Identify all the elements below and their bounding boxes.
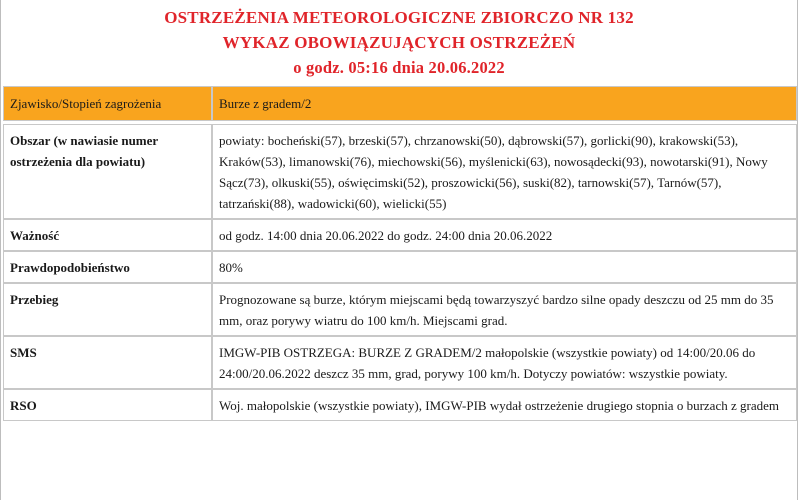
area-label: Obszar (w nawiasie numer ostrzeżenia dla powiatu): [3, 124, 212, 219]
validity-value: od godz. 14:00 dnia 20.06.2022 do godz. 24:00 dnia 20.06.2022: [212, 219, 797, 251]
table-row-course: [3, 283, 797, 336]
table-row-validity: [3, 219, 797, 251]
table-row-sms: [3, 336, 797, 389]
table-row-probability: [3, 251, 797, 283]
warning-table: [3, 86, 797, 421]
sms-label: SMS: [3, 336, 212, 389]
table-row-area: [3, 124, 797, 219]
table-row-rso: [3, 389, 797, 421]
sms-value: IMGW-PIB OSTRZEGA: BURZE Z GRADEM/2 małopolskie (wszystkie powiaty) od 14:00/20.06 do 24:00/20.06.2022 deszcz 35 mm, grad, porywy 100 km/h. Dotyczy powiatów: wszystkie powiaty.: [212, 336, 797, 389]
hazard-label: Zjawisko/Stopień zagrożenia: [3, 86, 212, 121]
document-subtitle: WYKAZ OBOWIĄZUJĄCYCH OSTRZEŻEŃ: [222, 33, 576, 52]
area-value: powiaty: bocheński(57), brzeski(57), chrzanowski(50), dąbrowski(57), gorlicki(90), krakowski(53), Kraków(53), limanowski(76), miechowski(56), myślenicki(63), nowosądecki(93), nowotarski(91), Nowy Sącz(73), olkuski(55), oświęcimski(52), proszowicki(56), suski(82), tarnowski(57), Tarnów(57), tatrzański(88), wadowicki(60), wielicki(55): [212, 124, 797, 219]
document-timestamp: o godz. 05:16 dnia 20.06.2022: [293, 58, 505, 77]
rso-value: Woj. małopolskie (wszystkie powiaty), IMGW-PIB wydał ostrzeżenie drugiego stopnia o burzach z gradem: [212, 389, 797, 421]
probability-value: 80%: [212, 251, 797, 283]
table-row-hazard: [3, 86, 797, 121]
probability-label: Prawdopodobieństwo: [3, 251, 212, 283]
rso-label: RSO: [3, 389, 212, 421]
hazard-value: Burze z gradem/2: [212, 86, 797, 121]
document-header: [1, 0, 797, 86]
document-title: OSTRZEŻENIA METEOROLOGICZNE ZBIORCZO NR 132: [164, 8, 634, 27]
course-value: Prognozowane są burze, którym miejscami będą towarzyszyć bardzo silne opady deszczu od 25 mm do 35 mm, oraz porywy wiatru do 100 km/h. Miejscami grad.: [212, 283, 797, 336]
course-label: Przebieg: [3, 283, 212, 336]
validity-label: Ważność: [3, 219, 212, 251]
